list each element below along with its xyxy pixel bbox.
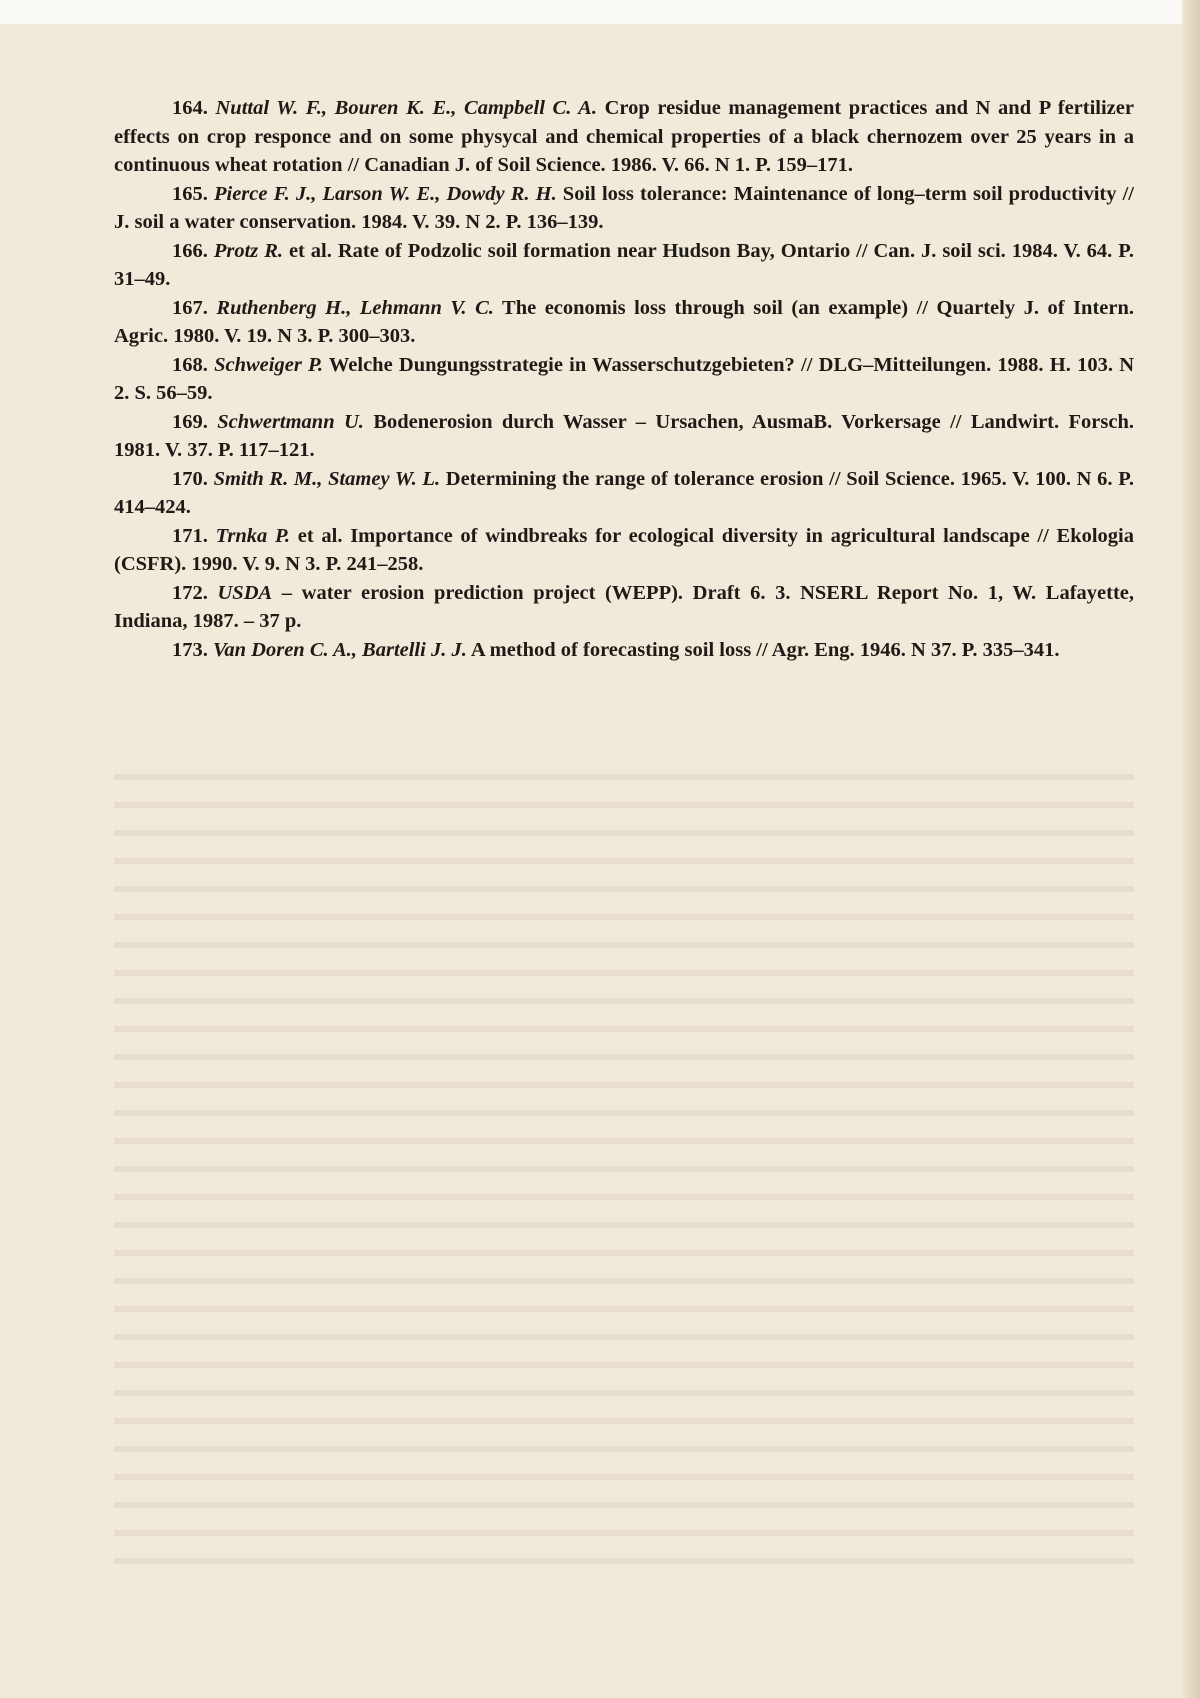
reference-number: 169. [172, 410, 208, 433]
reference-171 [114, 522, 1134, 579]
reference-164 [114, 94, 1134, 180]
reference-167 [114, 294, 1134, 351]
reference-text: et al. Rate of Podzolic soil formation near Hudson Bay, Ontario // Can. J. soil sci. 1984. V. 64. P. 31–49. [114, 239, 1134, 290]
reference-text: Bodenerosion durch Wasser – Ursachen, AusmaB. Vorkersage // Landwirt. Forsch. 1981. V. 37. P. 117–121. [114, 410, 1134, 461]
reference-170 [114, 465, 1134, 522]
reference-authors: Schwertmann U. [217, 410, 364, 433]
reference-number: 164. [172, 97, 208, 119]
reference-text: Crop residue management practices and N and P fertilizer effects on crop responce and on some physycal and chemical properties of a black chernozem over 25 years in a continuous wheat rotation // Canadian J. of Soil Science. 1986. V. 66. N 1. P. 159–171. [114, 97, 1134, 176]
reference-number: 168. [172, 353, 208, 376]
reference-number: 166. [172, 239, 208, 262]
reference-text: A method of forecasting soil loss // Agr. Eng. 1946. N 37. P. 335–341. [466, 638, 1060, 661]
reference-text: Determining the range of tolerance erosion // Soil Science. 1965. V. 100. N 6. P. 414–424. [114, 467, 1135, 518]
reference-172 [114, 579, 1134, 636]
reference-authors: Pierce F. J., Larson W. E., Dowdy R. H. [213, 182, 557, 205]
reference-number: 165. [172, 182, 208, 205]
page-edge-shadow [1182, 0, 1200, 1698]
reference-text: – water erosion prediction project (WEPP). Draft 6. 3. NSERL Report No. 1, W. Lafayette, Indiana, 1987. – 37 p. [114, 581, 1135, 632]
reference-list [114, 94, 1134, 664]
reference-number: 173. [172, 638, 208, 661]
reference-number: 170. [172, 467, 208, 490]
reference-authors: Trnka P. [215, 524, 290, 547]
reference-168 [114, 351, 1134, 408]
reference-authors: USDA [217, 581, 273, 604]
reference-authors: Ruthenberg H., Lehmann V. C. [216, 296, 494, 319]
reference-text: et al. Importance of windbreaks for ecological diversity in agricultural landscape // Ekologia (CSFR). 1990. V. 9. N 3. P. 241–258. [114, 524, 1134, 575]
scan-top-margin [0, 0, 1200, 24]
reference-authors: Nuttal W. F., Bouren K. E., Campbell C. A. [215, 97, 597, 119]
reference-authors: Van Doren C. A., Bartelli J. J. [213, 638, 467, 661]
reference-text: Soil loss tolerance: Maintenance of long–term soil productivity // J. soil a water conservation. 1984. V. 39. N 2. P. 136–139. [114, 182, 1134, 233]
reference-number: 171. [172, 524, 208, 547]
reference-text: Welche Dungungsstrategie in Wasserschutzgebieten? // DLG–Mitteilungen. 1988. H. 103. N 2. S. 56–59. [114, 353, 1134, 404]
show-through-text [114, 760, 1134, 1580]
reference-number: 167. [172, 296, 208, 319]
reference-165 [114, 180, 1134, 237]
reference-authors: Schweiger P. [214, 353, 324, 376]
reference-authors: Smith R. M., Stamey W. L. [213, 467, 441, 490]
reference-169 [114, 408, 1134, 465]
reference-text: The economis loss through soil (an example) // Quartely J. of Intern. Agric. 1980. V. 19. N 3. P. 300–303. [114, 296, 1134, 347]
reference-authors: Protz R. [213, 239, 283, 262]
reference-number: 172. [172, 581, 208, 604]
reference-173 [114, 636, 1134, 665]
reference-166 [114, 237, 1134, 294]
